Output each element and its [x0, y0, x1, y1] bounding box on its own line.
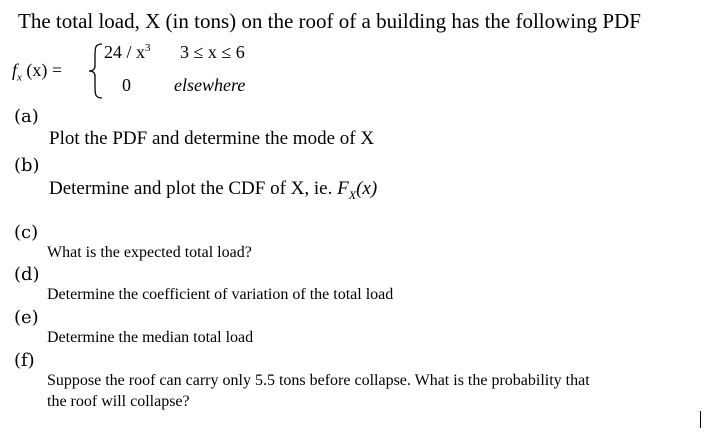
pdf-case1-condition: 3 ≤ x ≤ 6: [180, 42, 245, 62]
pdf-case1-value: [104, 42, 151, 63]
pdf-case1-num: 24 / x: [104, 42, 146, 62]
part-e-text: Determine the median total load: [47, 329, 254, 346]
cdf-f-sub: X: [348, 187, 357, 202]
pdf-f-sub: x: [17, 71, 22, 84]
problem-intro: The total load, X (in tons) on the roof of a building has the following PDF: [18, 9, 641, 33]
part-f-label: (f): [14, 350, 35, 371]
part-d-label: (d): [14, 264, 40, 285]
pdf-case2-value: 0: [122, 75, 131, 95]
part-b-line: [49, 178, 377, 203]
left-brace: [87, 42, 105, 100]
pdf-arg: (x) =: [26, 60, 63, 80]
cdf-notation: [337, 178, 378, 202]
pdf-lhs: [12, 60, 62, 84]
part-b-text: Determine and plot the CDF of X, ie.: [49, 178, 333, 199]
part-b-label: (b): [14, 155, 40, 176]
cdf-arg: (x): [356, 178, 378, 199]
part-c-text: What is the expected total load?: [47, 244, 252, 261]
part-f-text-line2: the roof will collapse?: [47, 393, 190, 410]
part-e-label: (e): [14, 307, 39, 328]
part-a-text: Plot the PDF and determine the mode of X: [49, 128, 375, 149]
pdf-case1-exp: 3: [145, 42, 151, 54]
part-d-text: Determine the coefficient of variation of the total load: [47, 286, 394, 303]
part-f-text: Suppose the roof can carry only 5.5 tons before collapse. What is the probability that: [47, 372, 590, 389]
text-cursor: [700, 411, 701, 428]
pdf-case2-condition: elsewhere: [174, 75, 246, 95]
cdf-f: F: [337, 178, 349, 199]
part-c-label: (c): [14, 222, 39, 243]
part-a-label: (a): [14, 106, 39, 127]
pdf-f: f: [12, 60, 18, 80]
